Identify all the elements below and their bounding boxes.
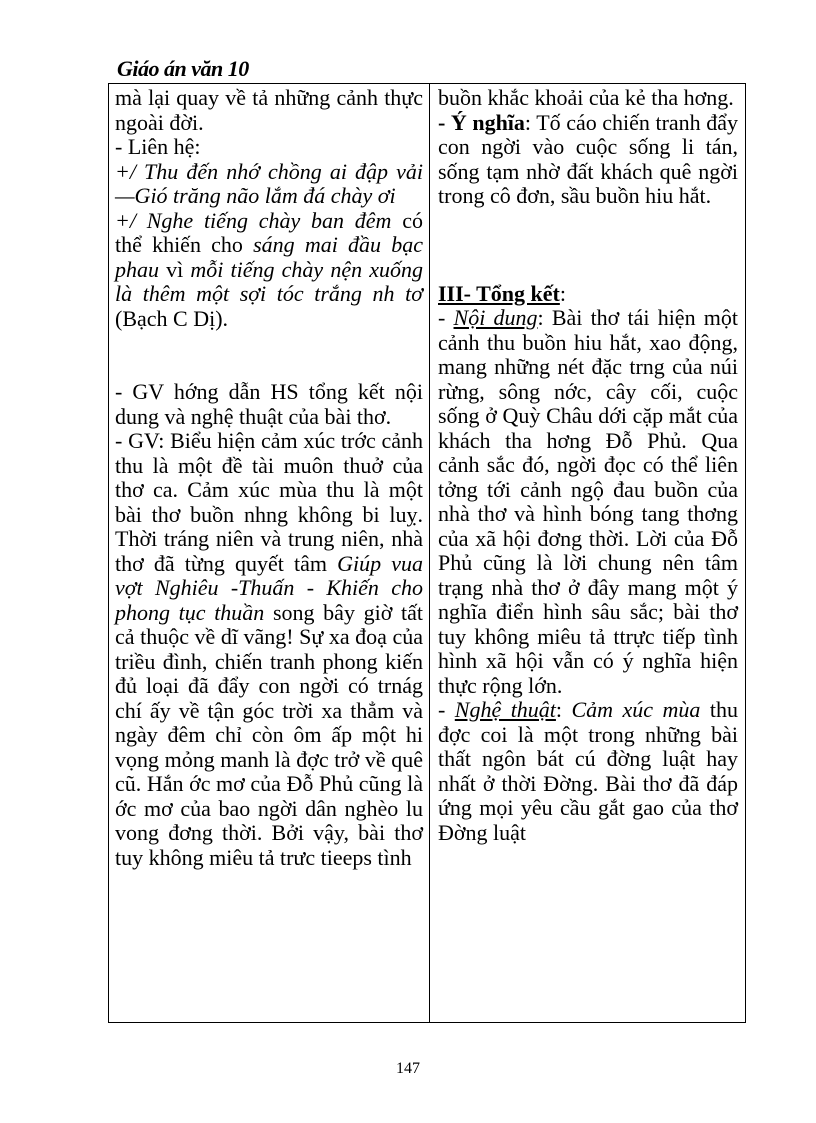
gv-instruction: - GV hớng dẫn HS tổng kết nội dung và nghệ thuật của bài thơ. xyxy=(115,379,423,429)
spacer xyxy=(115,331,423,380)
section-heading-text: III- Tổng kết xyxy=(438,280,560,306)
quote2-plain-b: vì xyxy=(159,256,191,282)
quote2-plain-a: có thể khiến cho xyxy=(115,207,423,257)
nghe-thuat-italic: Cảm xúc mùa xyxy=(571,697,701,722)
nghe-thuat-colon: : xyxy=(555,697,572,722)
gv2-italic-quote: Giúp vua vợt Nghiêu -Thuấn - Khiến cho phong tục thuần xyxy=(115,550,423,625)
quote2-plain-c: (Bạch C Dị). xyxy=(115,305,229,331)
nghe-thuat-paragraph xyxy=(438,698,738,845)
page-number: 147 xyxy=(396,1060,420,1077)
section-heading-colon: : xyxy=(559,280,566,306)
gv2-text-b: song bây giờ tất cả thuộc về dĩ vãng! Sự xa đoạ của triều đình, chiến tranh phong kiến đủ loại đã đẩy con ngời có trnág chí ấy về tận góc trời xa thẳm và ngày đêm chỉ còn ôm ấp một hi vọng mỏng manh là đợc trở về quê cũ. Hắn ớc mơ của Đỗ Phủ cũng là ớc mơ của bao ngời dân nghèo lu vong đơng thời. Bởi vậy, bài thơ tuy không miêu tả trưc tieeps tình xyxy=(115,599,423,870)
quote2-italic-a: +/ Nghe tiếng chày ban đêm xyxy=(115,207,392,233)
noi-dung-label: Nội dung xyxy=(453,305,538,330)
noi-dung-dash: - xyxy=(438,305,454,330)
page-header-title: Giáo án văn 10 xyxy=(117,56,249,81)
right-column xyxy=(432,84,744,1022)
section-heading xyxy=(438,282,738,307)
left-intro: mà lại quay về tả những cảnh thực ngoài đời. xyxy=(115,85,423,135)
quote2-italic-b: sáng mai đầu bạc phau xyxy=(115,232,423,282)
left-column xyxy=(109,84,430,1022)
right-intro: buồn khắc khoải của kẻ tha hơng. xyxy=(438,85,734,110)
quote-nghe-tieng-chay xyxy=(115,209,423,332)
y-nghia-paragraph xyxy=(438,111,738,209)
nghe-thuat-dash: - xyxy=(438,697,455,722)
quote-thu-den: +/ Thu đến nhớ chồng ai đập vải —Gió trăng não lắm đá chày ơi xyxy=(115,158,423,208)
lien-he-label: - Liên hệ: xyxy=(115,134,201,159)
noi-dung-text: : Bài thơ tái hiện một cảnh thu buồn hiu hắt, xao động, mang những nét đặc trng của núi rừng, sông nớc, cây cối, cuộc sống ở Quỳ Châu dới cặp mắt của khách tha hơng Đỗ Phủ. Qua cảnh sắc đó, ngời đọc có thể liên tởng tới cảnh ngộ đau buồn của nhà thơ và hình bóng tang thơng của xã hội đơng thời. Lời của Đỗ Phủ cũng là lời chung nên tâm trạng nhà thơ ở đây mang một ý nghĩa điển hình sâu sắc; bài thơ tuy không miêu tả ttrực tiếp tình hình xã hội vẫn có ý nghĩa hiện thực rộng lớn. xyxy=(438,305,738,698)
gv-explanation xyxy=(115,429,423,870)
nghe-thuat-label: Nghệ thuật xyxy=(454,697,556,722)
nghe-thuat-text: thu đợc coi là một trong những bài thất ngôn bát cú đờng luật hay nhất ở thời Đờng. Bài thơ đã đáp ứng mọi yêu cầu gắt gao của thơ Đờng luật xyxy=(438,697,738,845)
quote2-italic-c: mỗi tiếng chày nện xuống là thêm một sợi tóc trắng nh tơ xyxy=(115,256,423,306)
lesson-table xyxy=(108,83,746,1023)
y-nghia-text: : Tố cáo chiến tranh đẩy con ngời vào cuộc sống li tán, sống tạm nhờ đất khách quê ngời trong cô đơn, sầu buồn hiu hắt. xyxy=(438,109,739,208)
y-nghia-label: - Ý nghĩa xyxy=(438,109,525,135)
spacer xyxy=(438,209,738,282)
gv2-text-a: - GV: Biểu hiện cảm xúc trớc cảnh thu là một đề tài muôn thuở của thơ ca. Cảm xúc mùa thu là một bài thơ buồn nhng không bi luỵ. Thời tráng niên và trung niên, nhà thơ đã từng quyết tâm xyxy=(115,428,423,576)
noi-dung-paragraph xyxy=(438,306,738,698)
